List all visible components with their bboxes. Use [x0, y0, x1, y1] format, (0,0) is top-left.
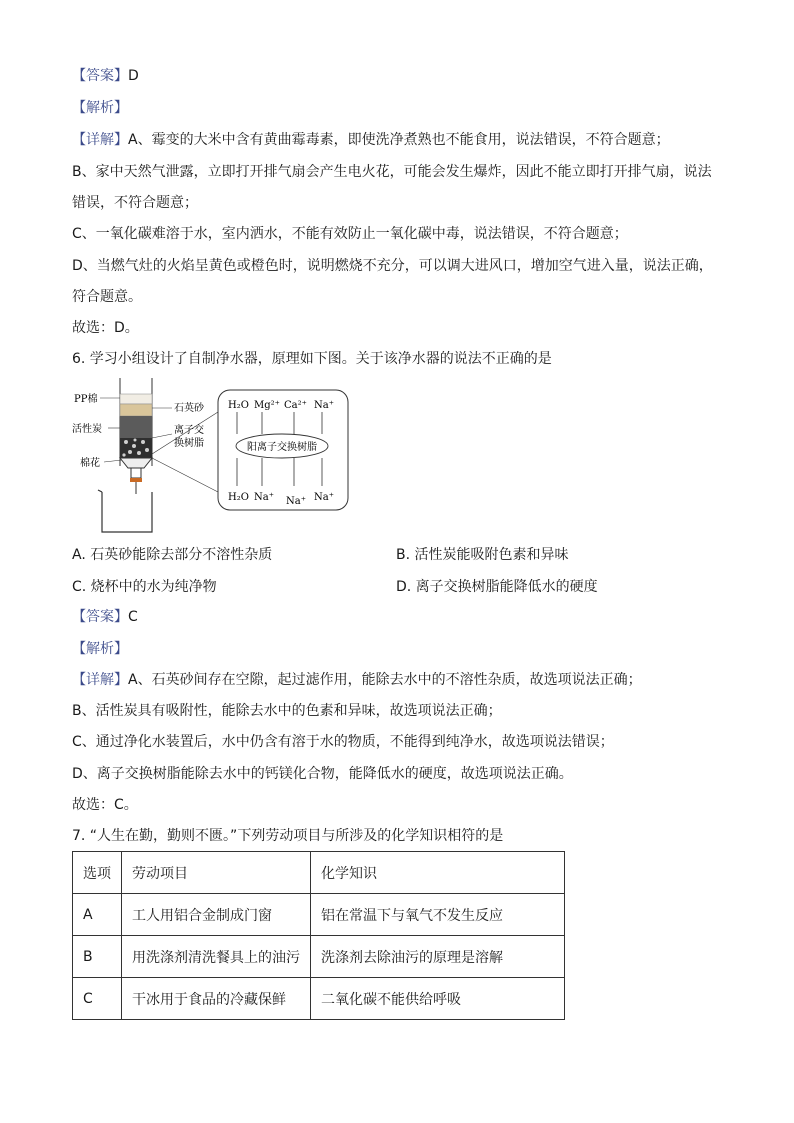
row-task: 用洗涤剂清洗餐具上的油污 — [122, 936, 311, 978]
q7-stem: 7. “人生在勤，勤则不匮。”下列劳动项目与所涉及的化学知识相符的是 — [72, 828, 504, 844]
q5-line-5: 符合题意。 — [72, 289, 142, 305]
q5-line-6: 故选：D。 — [72, 320, 139, 336]
q5-analysis-tag: 【解析】 — [72, 100, 128, 116]
top-ion-3: Na⁺ — [314, 400, 334, 411]
q6-option-b: B. 活性炭能吸附色素和异味 — [396, 547, 569, 563]
label-quartz: 石英砂 — [174, 403, 204, 414]
answer-value: C — [128, 609, 138, 625]
bottom-ion-2: Na⁺ — [286, 496, 306, 507]
q6-option-d: D. 离子交换树脂能降低水的硬度 — [396, 579, 598, 595]
row-task: 工人用铝合金制成门窗 — [122, 894, 311, 936]
bottom-ion-0: H₂O — [228, 492, 249, 503]
bottom-ion-3: Na⁺ — [314, 492, 334, 503]
table-row — [73, 978, 565, 1020]
q6-option-c: C. 烧杯中的水为纯净物 — [72, 579, 217, 595]
q7-table — [72, 851, 565, 1020]
q5-line-4: D、当燃气灶的火焰呈黄色或橙色时，说明燃烧不充分，可以调大进风口，增加空气进入量，说法正确， — [72, 258, 713, 274]
water-purifier-diagram — [72, 376, 362, 536]
table-header-row — [73, 852, 565, 894]
q5-detail-line — [72, 131, 670, 149]
q6-line-3: D、离子交换树脂能除去水中的钙镁化合物，能降低水的硬度，故选项说法正确。 — [72, 766, 573, 782]
beaker — [102, 492, 152, 532]
detail-tag: 【详解】 — [72, 672, 128, 688]
answer-value: D — [128, 68, 139, 84]
label-pp: PP棉 — [74, 394, 98, 405]
row-knowledge: 洗涤剂去除油污的原理是溶解 — [311, 936, 565, 978]
answer-tag: 【答案】 — [72, 609, 128, 625]
header-task: 劳动项目 — [122, 852, 311, 894]
q5-answer — [72, 67, 139, 85]
q6-option-a: A. 石英砂能除去部分不溶性杂质 — [72, 547, 273, 563]
q6-line-2: C、通过净化水装置后，水中仍含有溶于水的物质，不能得到纯净水，故选项说法错误； — [72, 734, 614, 750]
q5-line-1: B、家中天然气泄露，立即打开排气扇会产生电火花，可能会发生爆炸，因此不能立即打开排气扇，说法 — [72, 164, 712, 180]
row-option: C — [73, 978, 122, 1020]
answer-tag: 【答案】 — [72, 68, 128, 84]
q6-line-4: 故选：C。 — [72, 797, 138, 813]
q6-analysis-tag: 【解析】 — [72, 641, 128, 657]
label-carbon: 活性炭 — [72, 424, 102, 435]
bottom-ion-1: Na⁺ — [254, 492, 274, 503]
row-option: A — [73, 894, 122, 936]
q5-line-3: C、一氧化碳难溶于水，室内洒水，不能有效防止一氧化碳中毒，说法错误，不符合题意； — [72, 226, 628, 242]
table-row — [73, 936, 565, 978]
q5-line-2: 错误，不符合题意； — [72, 195, 198, 211]
row-knowledge: 二氧化碳不能供给呼吸 — [311, 978, 565, 1020]
row-knowledge: 铝在常温下与氧气不发生反应 — [311, 894, 565, 936]
header-knowledge: 化学知识 — [311, 852, 565, 894]
header-option: 选项 — [73, 852, 122, 894]
q5-line-0: A、霉变的大米中含有黄曲霉毒素，即使洗净煮熟也不能食用，说法错误，不符合题意； — [128, 132, 670, 148]
q6-stem: 6. 学习小组设计了自制净水器，原理如下图。关于该净水器的说法不正确的是 — [72, 351, 552, 367]
q6-answer — [72, 608, 138, 626]
filter-column — [120, 378, 152, 494]
top-ion-2: Ca²⁺ — [284, 400, 307, 411]
row-option: B — [73, 936, 122, 978]
q6-line-0: A、石英砂间存在空隙，起过滤作用，能除去水中的不溶性杂质，故选项说法正确； — [128, 672, 642, 688]
top-ion-0: H₂O — [228, 400, 249, 411]
top-ion-1: Mg²⁺ — [254, 400, 280, 411]
row-task: 干冰用于食品的冷藏保鲜 — [122, 978, 311, 1020]
table-row — [73, 894, 565, 936]
q6-detail-line — [72, 671, 642, 689]
q6-line-1: B、活性炭具有吸附性，能除去水中的色素和异味，故选项说法正确； — [72, 703, 502, 719]
detail-tag: 【详解】 — [72, 132, 128, 148]
label-cotton: 棉花 — [80, 458, 100, 469]
label-resin-2: 换树脂 — [174, 438, 204, 449]
label-resin-box: 阳离子交换树脂 — [247, 442, 317, 453]
label-resin-1: 离子交 — [174, 425, 204, 436]
